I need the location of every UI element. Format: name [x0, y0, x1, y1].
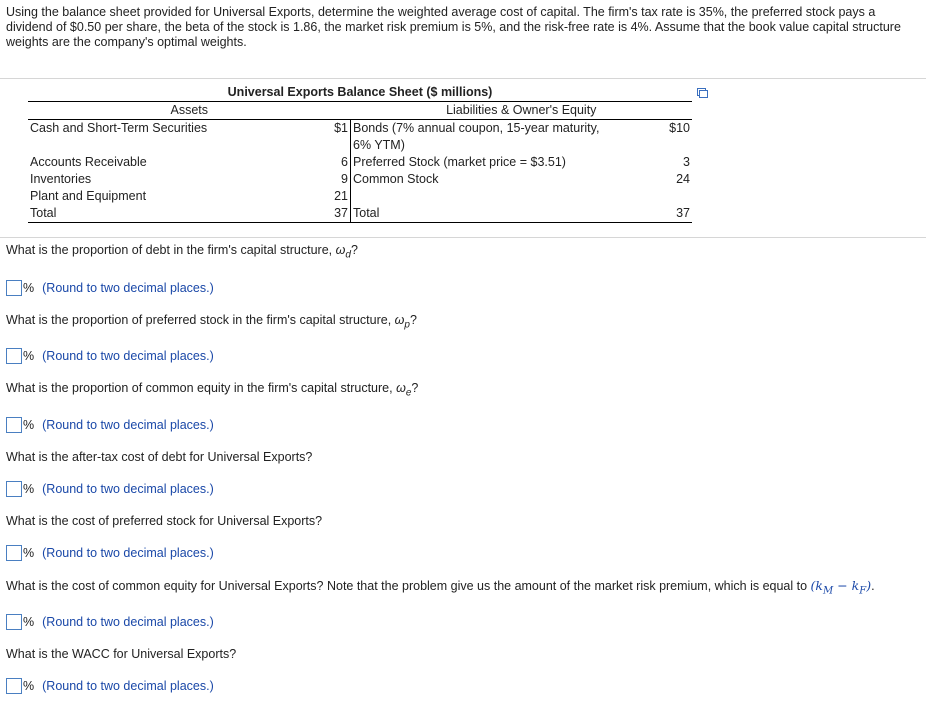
answer-input-cost-equity[interactable]	[6, 614, 22, 630]
round-hint: (Round to two decimal places.)	[42, 482, 214, 496]
question-equity-weight: What is the proportion of common equity in the firm's capital structure, $\omega_e$?	[6, 381, 419, 399]
answer-row: % (Round to two decimal places.)	[6, 614, 214, 630]
round-hint: (Round to two decimal places.)	[42, 615, 214, 629]
question-wacc: What is the WACC for Universal Exports?	[6, 647, 237, 661]
market-risk-premium-formula: $(k_M - k_F)$	[810, 578, 872, 597]
question-cost-equity: What is the cost of common equity for Universal Exports? Note that the problem give us the amount of the market risk premium, which is equal to $(k_M - k_F)$.	[6, 578, 875, 597]
round-hint: (Round to two decimal places.)	[42, 679, 214, 693]
round-hint: (Round to two decimal places.)	[42, 418, 214, 432]
answer-input-cost-debt[interactable]	[6, 481, 22, 497]
answer-row: % (Round to two decimal places.)	[6, 280, 214, 296]
divider	[0, 78, 926, 79]
answer-row: % (Round to two decimal places.)	[6, 417, 214, 433]
table-row: Cash and Short-Term Securities $1 Bonds (7% annual coupon, 15-year maturity, 6% YTM) $10	[30, 121, 690, 152]
assets-header: Assets	[28, 102, 351, 120]
answer-input-debt-weight[interactable]	[6, 280, 22, 296]
answer-row: % (Round to two decimal places.)	[6, 678, 214, 694]
table-row: Total 37 Total 37	[28, 205, 692, 223]
answer-input-preferred-weight[interactable]	[6, 348, 22, 364]
round-hint: (Round to two decimal places.)	[42, 349, 214, 363]
divider	[0, 237, 926, 238]
table-row: Inventories 9 Common Stock 24	[30, 172, 690, 186]
question-after-tax-cost-debt: What is the after-tax cost of debt for Universal Exports?	[6, 450, 313, 464]
answer-input-cost-preferred[interactable]	[6, 545, 22, 561]
answer-row: % (Round to two decimal places.)	[6, 481, 214, 497]
answer-row: % (Round to two decimal places.)	[6, 545, 214, 561]
balance-sheet-table	[28, 84, 692, 223]
copy-table-icon[interactable]	[697, 88, 708, 98]
question-debt-weight: What is the proportion of debt in the firm's capital structure, $\omega_d$?	[6, 243, 358, 261]
round-hint: (Round to two decimal places.)	[42, 546, 214, 560]
round-hint: (Round to two decimal places.)	[42, 281, 214, 295]
table-row: Plant and Equipment 21	[28, 188, 692, 205]
problem-statement: Using the balance sheet provided for Universal Exports, determine the weighted average cost of capital. The firm's tax rate is 35%, the preferred stock pays a dividend of $0.50 per share, the beta of the stock is 1.86, the market risk premium is 5%, and the risk-free rate is 4%. Assume that the book value capital structure weights are the company's optimal weights.	[6, 5, 901, 49]
answer-input-equity-weight[interactable]	[6, 417, 22, 433]
table-title: Universal Exports Balance Sheet ($ millions)	[28, 84, 692, 102]
liabilities-header: Liabilities & Owner's Equity	[351, 102, 693, 120]
answer-row: % (Round to two decimal places.)	[6, 348, 214, 364]
question-cost-preferred: What is the cost of preferred stock for Universal Exports?	[6, 514, 323, 528]
table-row: Accounts Receivable 6 Preferred Stock (market price = $3.51) 3	[30, 155, 690, 169]
question-preferred-weight: What is the proportion of preferred stock in the firm's capital structure, $\omega_p$?	[6, 313, 417, 331]
answer-input-wacc[interactable]	[6, 678, 22, 694]
